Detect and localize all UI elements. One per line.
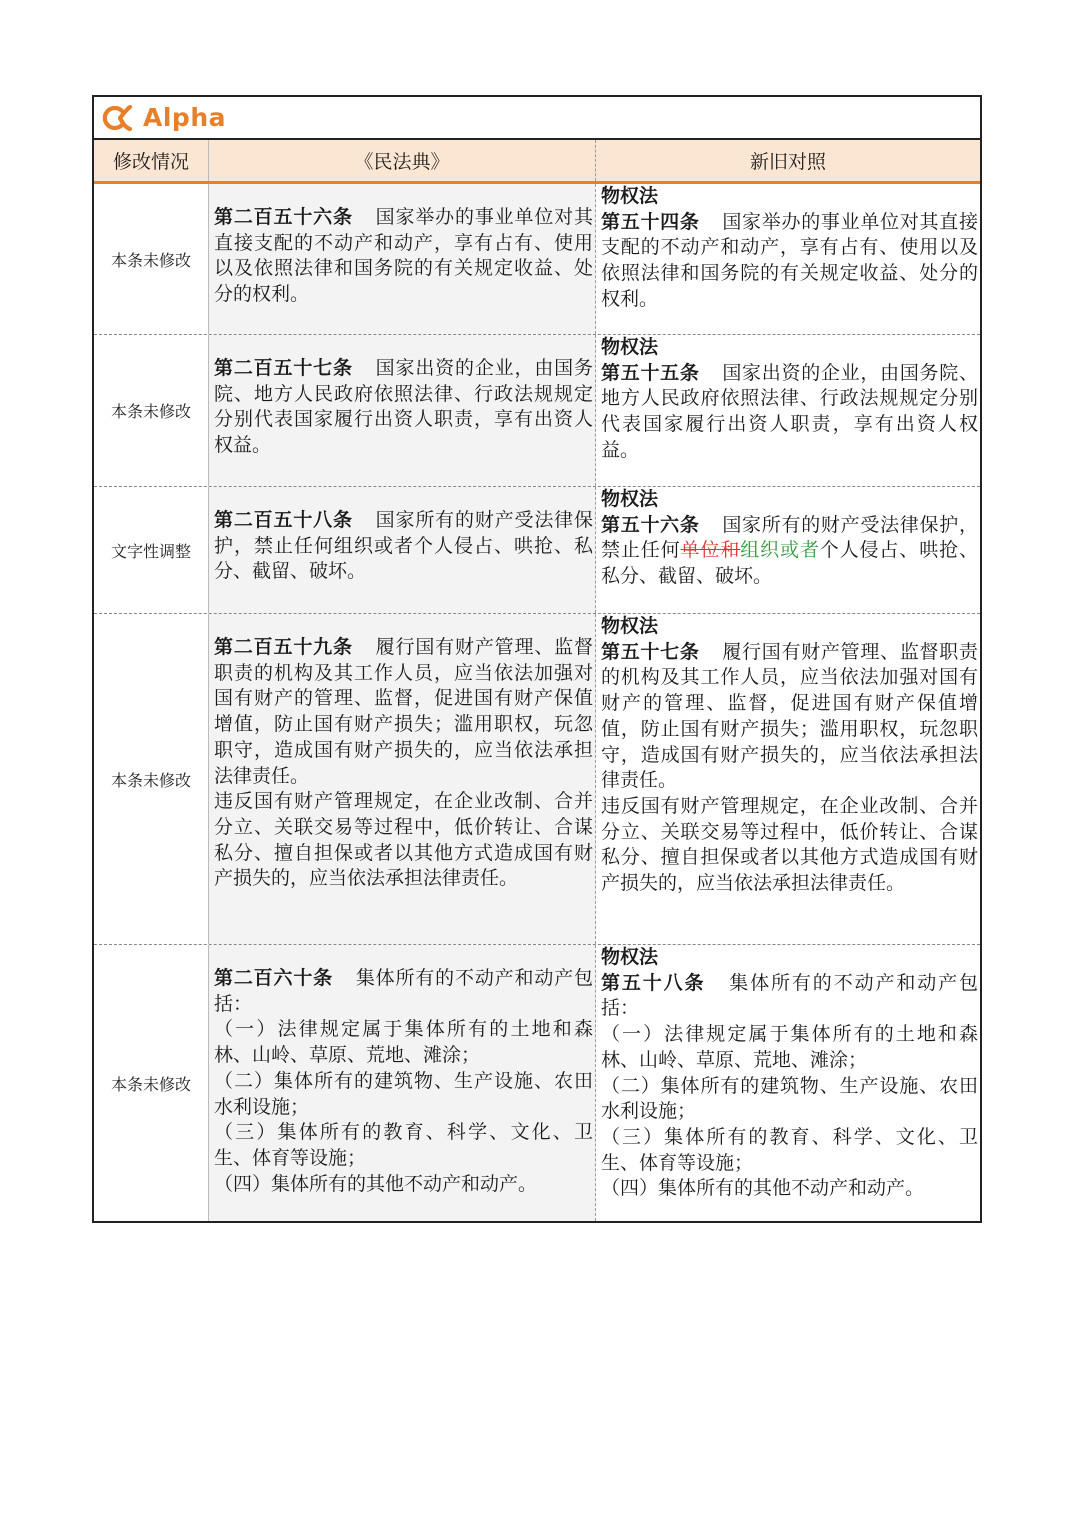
brand-bar [94,97,980,140]
old-article-text-post: 个人侵占、哄抢、私分、截留、破坏。 [601,539,978,588]
old-article-text: 国家举办的事业单位对其直接支配的不动产和动产，享有占有、使用以及依照法律和国务院的有关规定收益、处分的权利。 [601,210,978,310]
civil-code-cell [209,487,596,613]
alpha-logo-icon [100,103,134,133]
civil-code-cell [209,335,596,486]
old-law-source: 物权法 [601,488,659,510]
old-article-text: 履行国有财产管理、监督职责的机构及其工作人员，应当依法加强对国有财产的管理、监督，促进国有财产保值增值，防止国有财产损失；滥用职权，玩忽职守，造成国有财产损失的，应当依法承担法律责任。 [601,640,978,792]
old-article-text-pre: 国家所有的财产受法律保护，禁止任何 [601,513,978,562]
old-article-item: （三）集体所有的教育、科学、文化、卫生、体育等设施； [601,1125,978,1174]
header-civil-code: 《民法典》 [209,140,596,181]
article-number: 第二百五十八条 [214,509,353,531]
table-header [94,140,980,184]
old-article-item: （二）集体所有的建筑物、生产设施、农田水利设施； [601,1074,978,1123]
article-text: 国家所有的财产受法律保护，禁止任何组织或者个人侵占、哄抢、私分、截留、破坏。 [214,509,593,583]
article-text: 集体所有的不动产和动产包括： [214,967,593,1015]
article-item: （二）集体所有的建筑物、生产设施、农田水利设施； [214,1069,593,1118]
table-row [94,184,980,335]
deleted-text: 单位和 [680,539,741,562]
article-text: 国家举办的事业单位对其直接支配的不动产和动产，享有占有、使用以及依照法律和国务院的有关规定收益、处分的权利。 [214,206,593,306]
old-law-cell [596,614,980,944]
old-law-source: 物权法 [601,336,659,358]
comparison-document [92,95,982,1223]
article-text: 履行国有财产管理、监督职责的机构及其工作人员，应当依法加强对国有财产的管理、监督，促进国有财产保值增值，防止国有财产损失；滥用职权，玩忽职守，造成国有财产损失的，应当依法承担法律责任。 [214,636,593,787]
article-number: 第二百五十六条 [214,206,353,228]
article-item: （一）法律规定属于集体所有的土地和森林、山岭、草原、荒地、滩涂； [214,1018,593,1067]
old-article-number: 第五十四条 [601,210,700,233]
old-article-item: （一）法律规定属于集体所有的土地和森林、山岭、草原、荒地、滩涂； [601,1023,978,1071]
old-article-text: 集体所有的不动产和动产包括： [601,971,978,1020]
header-status: 修改情况 [94,140,209,181]
old-law-cell [596,945,980,1221]
article-number: 第二百六十条 [214,967,333,989]
article-item: （四）集体所有的其他不动产和动产。 [214,1172,538,1195]
old-article-number: 第五十七条 [601,640,700,663]
old-article-paragraph: 违反国有财产管理规定，在企业改制、合并分立、关联交易等过程中，低价转让、合谋私分、擅自担保或者以其他方式造成国有财产损失的，应当依法承担法律责任。 [601,794,978,895]
old-law-source: 物权法 [601,185,659,207]
old-law-cell [596,487,980,613]
old-law-source: 物权法 [601,615,659,637]
row-status: 文字性调整 [94,487,209,613]
old-article-number: 第五十八条 [601,971,706,994]
old-article-number: 第五十六条 [601,513,700,536]
old-article-number: 第五十五条 [601,361,700,384]
table-row [94,614,980,945]
row-status: 本条未修改 [94,184,209,334]
row-status: 本条未修改 [94,945,209,1221]
old-law-cell [596,184,980,334]
row-status: 本条未修改 [94,335,209,486]
table-row [94,945,980,1221]
article-paragraph: 违反国有财产管理规定，在企业改制、合并分立、关联交易等过程中，低价转让、合谋私分、擅自担保或者以其他方式造成国有财产损失的，应当依法承担法律责任。 [214,790,593,890]
header-comparison: 新旧对照 [749,151,826,173]
article-number: 第二百五十九条 [214,636,353,658]
article-text: 国家出资的企业，由国务院、地方人民政府依照法律、行政法规规定分别代表国家履行出资人职责，享有出资人权益。 [214,357,593,457]
civil-code-cell [209,184,596,334]
row-status: 本条未修改 [94,614,209,944]
brand-name: Alpha [143,103,226,132]
article-item: （三）集体所有的教育、科学、文化、卫生、体育等设施； [214,1121,593,1169]
article-number: 第二百五十七条 [214,357,353,379]
table-row [94,335,980,487]
civil-code-cell [209,614,596,944]
old-article-item: （四）集体所有的其他不动产和动产。 [601,1177,925,1200]
inserted-text: 组织或者 [740,539,820,562]
old-law-cell [596,335,980,486]
civil-code-cell [209,945,596,1221]
old-article-text: 国家出资的企业，由国务院、地方人民政府依照法律、行政法规规定分别代表国家履行出资人职责，享有出资人权益。 [601,361,978,461]
old-law-source: 物权法 [601,946,659,968]
table-row [94,487,980,614]
